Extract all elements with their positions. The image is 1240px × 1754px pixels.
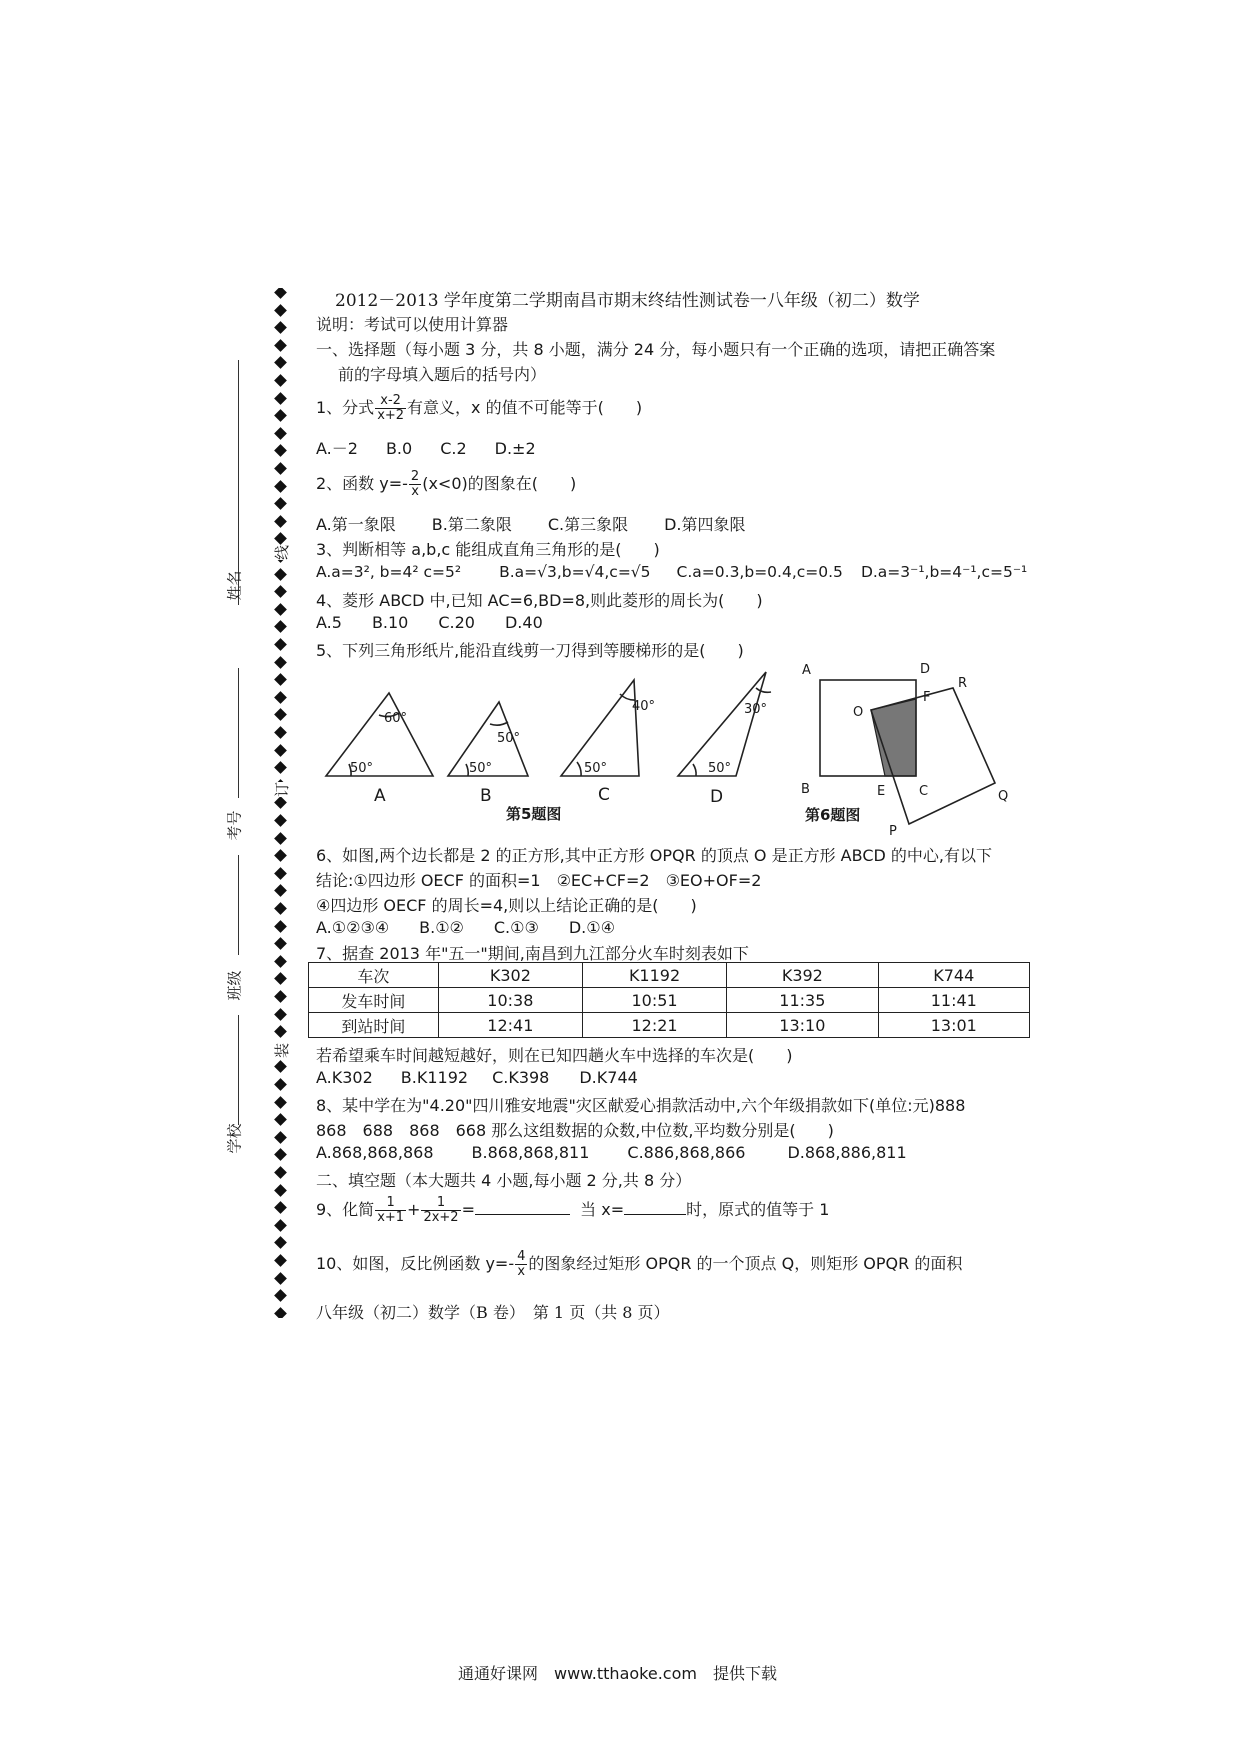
table-cell: 11:41 xyxy=(878,988,1029,1013)
q10-frac-den: x xyxy=(517,1264,526,1279)
q9-f1-num: 1 xyxy=(375,1196,406,1211)
seal-diamond xyxy=(274,1289,287,1302)
seal-diamond xyxy=(274,885,287,898)
q7-options xyxy=(316,1068,638,1087)
q10-prefix: 10、如图，反比例函数 y=- xyxy=(316,1254,515,1273)
table-cell: 10:51 xyxy=(582,988,726,1013)
fig6-label-q: Q xyxy=(998,789,1009,804)
seal-diamond xyxy=(274,427,287,440)
t5b-label: B xyxy=(480,786,492,806)
question-6-line2: 结论:①四边形 OECF 的面积=1 ②EC+CF=2 ③EO+OF=2 xyxy=(316,871,762,890)
q8-option-c: C.886,868,866 xyxy=(627,1143,746,1162)
question-3: 3、判断相等 a,b,c 能组成直角三角形的是( ) xyxy=(316,540,660,559)
q9-blank-1[interactable] xyxy=(475,1214,570,1215)
fig6-label-c: C xyxy=(919,784,929,799)
table-cell: 发车时间 xyxy=(309,988,439,1013)
class-underline xyxy=(238,855,239,955)
q9-prefix: 9、化简 xyxy=(316,1200,375,1219)
table-cell: 13:01 xyxy=(878,1013,1029,1038)
page-title: 2012－2013 学年度第二学期南昌市期末终结性测试卷一八年级（初二）数学 xyxy=(335,291,920,311)
figure-6-squares xyxy=(795,660,1025,840)
seal-diamond xyxy=(274,937,287,950)
seal-diamond xyxy=(274,1061,287,1074)
seal-diamond xyxy=(274,867,287,880)
t5d-label: D xyxy=(710,787,724,807)
fig6-label-d: D xyxy=(920,662,931,677)
q4-option-b: B.10 xyxy=(371,613,409,632)
q2-stem: (x<0)的图象在( ) xyxy=(422,474,577,493)
fig6-label-e: E xyxy=(877,784,886,799)
q7-option-c: C.K398 xyxy=(492,1068,550,1087)
q9-when-x: 当 x= xyxy=(580,1200,625,1219)
table-cell: 12:21 xyxy=(582,1013,726,1038)
seal-diamond xyxy=(274,709,287,722)
seal-diamond xyxy=(274,533,287,546)
seal-diamond-border xyxy=(272,288,290,1318)
question-6-line1: 6、如图,两个边长都是 2 的正方形,其中正方形 OPQR 的顶点 O 是正方形 ABCD 的中心,有以下 xyxy=(316,846,992,865)
table-row xyxy=(309,1013,1030,1038)
seal-diamond xyxy=(274,321,287,334)
class-label: 班级 xyxy=(225,970,244,1001)
figure-5-caption: 第5题图 xyxy=(506,805,562,823)
q3-option-a: A.a=3², b=4² c=5² xyxy=(316,563,462,581)
table-cell: 到站时间 xyxy=(309,1013,439,1038)
t5a-label: A xyxy=(374,786,386,806)
question-6-line3: ④四边形 OECF 的周长=4,则以上结论正确的是( ) xyxy=(316,896,697,915)
t5c-base-angle: 50° xyxy=(584,761,608,776)
table-row xyxy=(309,988,1030,1013)
seal-diamond xyxy=(274,1272,287,1285)
question-1 xyxy=(316,394,642,423)
exam-no-label: 考号 xyxy=(225,810,244,841)
question-8-line1: 8、某中学在为"4.20"四川雅安地震"灾区献爱心捐款活动中,六个年级捐款如下(单位:元)888 xyxy=(316,1096,966,1115)
t5a-base-angle: 50° xyxy=(350,761,374,776)
seal-diamond xyxy=(274,902,287,915)
seal-diamond xyxy=(274,1025,287,1038)
q2-options xyxy=(316,512,746,535)
table-cell: 12:41 xyxy=(438,1013,582,1038)
table-header-row xyxy=(309,963,1030,988)
table-header-cell: K392 xyxy=(727,963,878,988)
q10-fraction xyxy=(515,1250,527,1279)
triangle-a xyxy=(326,693,433,776)
section2-heading: 二、填空题（本大题共 4 小题,每小题 2 分,共 8 分） xyxy=(316,1171,692,1190)
question-9 xyxy=(316,1196,829,1225)
q10-stem: 的图象经过矩形 OPQR 的一个顶点 Q，则矩形 OPQR 的面积 xyxy=(528,1254,963,1273)
q1-fraction xyxy=(375,394,406,423)
exam-no-underline xyxy=(238,668,239,798)
q1-frac-den: x+2 xyxy=(377,408,405,423)
table-header-cell: K744 xyxy=(878,963,1029,988)
seal-diamond xyxy=(274,744,287,757)
q3-option-c: C.a=0.3,b=0.4,c=0.5 xyxy=(676,563,843,581)
q7-question: 若希望乘车时间越短越好，则在已知四趟火车中选择的车次是( ) xyxy=(316,1046,793,1065)
q1-option-c: C.2 xyxy=(440,439,467,458)
question-2 xyxy=(316,470,576,499)
q2-prefix: 2、函数 y=- xyxy=(316,474,408,493)
seal-diamond xyxy=(274,1254,287,1267)
t5b-top-angle: 50° xyxy=(497,731,521,746)
fig6-label-f: F xyxy=(923,690,931,705)
q6-option-b: B.①② xyxy=(419,918,464,937)
q1-prefix: 1、分式 xyxy=(316,398,375,417)
fig6-label-a: A xyxy=(802,663,811,678)
seal-diamond xyxy=(274,832,287,845)
q8-option-d: D.868,886,811 xyxy=(787,1143,907,1162)
name-label: 姓名 xyxy=(225,570,244,601)
q6-option-c: C.①③ xyxy=(493,918,539,937)
t5d-top-angle: 30° xyxy=(744,702,768,717)
page-footer: 八年级（初二）数学（B 卷） 第 1 页（共 8 页） xyxy=(316,1303,670,1322)
seal-diamond xyxy=(274,497,287,510)
q3-option-d: D.a=3⁻¹,b=4⁻¹,c=5⁻¹ xyxy=(860,563,1028,581)
q3-option-b: B.a=√3,b=√4,c=√5 xyxy=(499,563,651,581)
table-cell: 10:38 xyxy=(438,988,582,1013)
section1-heading-line1: 一、选择题（每小题 3 分，共 8 小题，满分 24 分，每小题只有一个正确的选项，请把正确答案 xyxy=(316,340,996,359)
seal-diamond xyxy=(274,1237,287,1250)
figure-6-caption: 第6题图 xyxy=(805,806,861,824)
q9-f2-den: 2x+2 xyxy=(423,1210,459,1225)
arc-b-top xyxy=(490,722,508,725)
q7-option-a: A.K302 xyxy=(316,1068,373,1087)
table-header-cell: K1192 xyxy=(582,963,726,988)
seal-diamond xyxy=(274,1078,287,1091)
seal-diamond xyxy=(274,568,287,581)
seal-diamond xyxy=(274,1113,287,1126)
t5c-top-angle: 40° xyxy=(632,699,656,714)
section1-heading-line2: 前的字母填入题后的括号内） xyxy=(338,365,547,384)
question-5: 5、下列三角形纸片,能沿直线剪一刀得到等腰梯形的是( ) xyxy=(316,641,744,660)
seal-diamond xyxy=(274,374,287,387)
t5c-label: C xyxy=(598,785,610,805)
seal-diamond xyxy=(274,656,287,669)
table-header-cell: K302 xyxy=(438,963,582,988)
seal-diamond xyxy=(274,480,287,493)
seal-diamond xyxy=(274,1201,287,1214)
q8-option-b: B.868,868,811 xyxy=(471,1143,590,1162)
seal-diamond xyxy=(274,288,287,299)
q1-option-b: B.0 xyxy=(385,439,413,458)
q4-options xyxy=(316,613,543,632)
arc-d-base xyxy=(693,764,696,776)
seal-bind-char: 装 xyxy=(273,1042,292,1059)
exam-note: 说明：考试可以使用计算器 xyxy=(316,315,509,334)
q6-options xyxy=(316,918,615,937)
arc-b-base xyxy=(466,764,468,776)
seal-diamond xyxy=(274,339,287,352)
q9-suffix: 时，原式的值等于 1 xyxy=(686,1200,830,1219)
seal-diamond xyxy=(274,1219,287,1232)
figure-5-triangles xyxy=(316,660,786,835)
seal-diamond xyxy=(274,1307,287,1318)
seal-diamond xyxy=(274,955,287,968)
q4-option-a: A.5 xyxy=(316,613,342,632)
q9-blank-2[interactable] xyxy=(624,1214,686,1215)
q8-option-a: A.868,868,868 xyxy=(316,1143,434,1162)
t5d-base-angle: 50° xyxy=(708,761,732,776)
q8-options xyxy=(316,1143,907,1162)
seal-diamond xyxy=(274,621,287,634)
q9-fraction-1 xyxy=(375,1196,406,1225)
seal-diamond xyxy=(274,445,287,458)
q4-option-d: D.40 xyxy=(504,613,543,632)
q9-equals: = xyxy=(461,1200,475,1219)
q2-fraction xyxy=(409,470,421,499)
q9-f1-den: x+1 xyxy=(377,1210,405,1225)
q6-option-a: A.①②③④ xyxy=(316,918,390,937)
q2-frac-num: 2 xyxy=(410,469,420,484)
seal-diamond xyxy=(274,585,287,598)
table-cell: 11:35 xyxy=(727,988,878,1013)
t5a-top-angle: 60° xyxy=(384,711,408,726)
fig6-label-p: P xyxy=(889,824,897,839)
seal-diamond xyxy=(274,1184,287,1197)
q2-option-b: B.第二象限 xyxy=(431,515,512,534)
q2-option-d: D.第四象限 xyxy=(664,515,746,534)
arc-c-base xyxy=(577,762,581,776)
seal-diamond xyxy=(274,515,287,528)
seal-diamond xyxy=(274,1008,287,1021)
seal-diamond xyxy=(274,392,287,405)
seal-diamond xyxy=(274,673,287,686)
q6-option-d: D.①④ xyxy=(568,918,615,937)
q9-f2-num: 1 xyxy=(421,1196,460,1211)
seal-diamond xyxy=(274,409,287,422)
q2-option-c: C.第三象限 xyxy=(547,515,629,534)
train-timetable xyxy=(308,962,1030,1038)
quadrilateral-oecf xyxy=(871,699,916,776)
seal-diamond xyxy=(274,462,287,475)
q2-frac-den: x xyxy=(411,484,419,499)
q2-option-a: A.第一象限 xyxy=(316,515,396,534)
seal-order-char: 订 xyxy=(273,781,292,798)
q7-option-b: B.K1192 xyxy=(400,1068,469,1087)
seal-diamond xyxy=(274,1166,287,1179)
seal-diamond xyxy=(274,1131,287,1144)
question-10 xyxy=(316,1250,962,1279)
q9-plus: + xyxy=(407,1200,421,1219)
t5b-base-angle: 50° xyxy=(469,761,493,776)
seal-diamond xyxy=(274,761,287,774)
school-underline xyxy=(238,1015,239,1125)
seal-diamond xyxy=(274,990,287,1003)
seal-diamond xyxy=(274,603,287,616)
seal-diamond xyxy=(274,691,287,704)
question-7: 7、据查 2013 年"五一"期间,南昌到九江部分火车时刻表如下 xyxy=(316,944,749,963)
q1-frac-num: x-2 xyxy=(375,394,406,409)
seal-diamond xyxy=(274,304,287,317)
q4-option-c: C.20 xyxy=(438,613,475,632)
seal-diamond xyxy=(274,1096,287,1109)
fig6-label-r: R xyxy=(958,676,968,691)
q1-option-a: A.－2 xyxy=(316,439,358,458)
seal-line-char: 线 xyxy=(273,544,292,561)
question-4: 4、菱形 ABCD 中,已知 AC=6,BD=8,则此菱形的周长为( ) xyxy=(316,591,763,610)
table-header-cell: 车次 xyxy=(309,963,439,988)
seal-diamond xyxy=(274,1149,287,1162)
fig6-label-b: B xyxy=(801,782,810,797)
seal-diamond xyxy=(274,357,287,370)
seal-diamond xyxy=(274,814,287,827)
table-cell: 13:10 xyxy=(727,1013,878,1038)
q1-stem: 有意义，x 的值不可能等于( ) xyxy=(407,398,643,417)
arc-d-top xyxy=(756,688,771,692)
q1-option-d: D.±2 xyxy=(494,439,536,458)
seal-diamond xyxy=(274,797,287,810)
seal-diamond xyxy=(274,849,287,862)
fig6-label-o: O xyxy=(853,705,864,720)
q3-options xyxy=(316,563,1027,581)
seal-diamond xyxy=(274,973,287,986)
seal-diamond xyxy=(274,920,287,933)
seal-diamond xyxy=(274,638,287,651)
seal-diamond xyxy=(274,726,287,739)
q7-option-d: D.K744 xyxy=(579,1068,638,1087)
name-underline xyxy=(238,360,239,605)
q9-fraction-2 xyxy=(421,1196,460,1225)
q1-options xyxy=(316,436,536,459)
download-watermark: 通通好课网 www.tthaoke.com 提供下载 xyxy=(458,1664,777,1683)
school-label: 学校 xyxy=(225,1123,244,1154)
question-8-line2: 868 688 868 668 那么这组数据的众数,中位数,平均数分别是( ) xyxy=(316,1121,834,1140)
q10-frac-num: 4 xyxy=(517,1249,526,1264)
